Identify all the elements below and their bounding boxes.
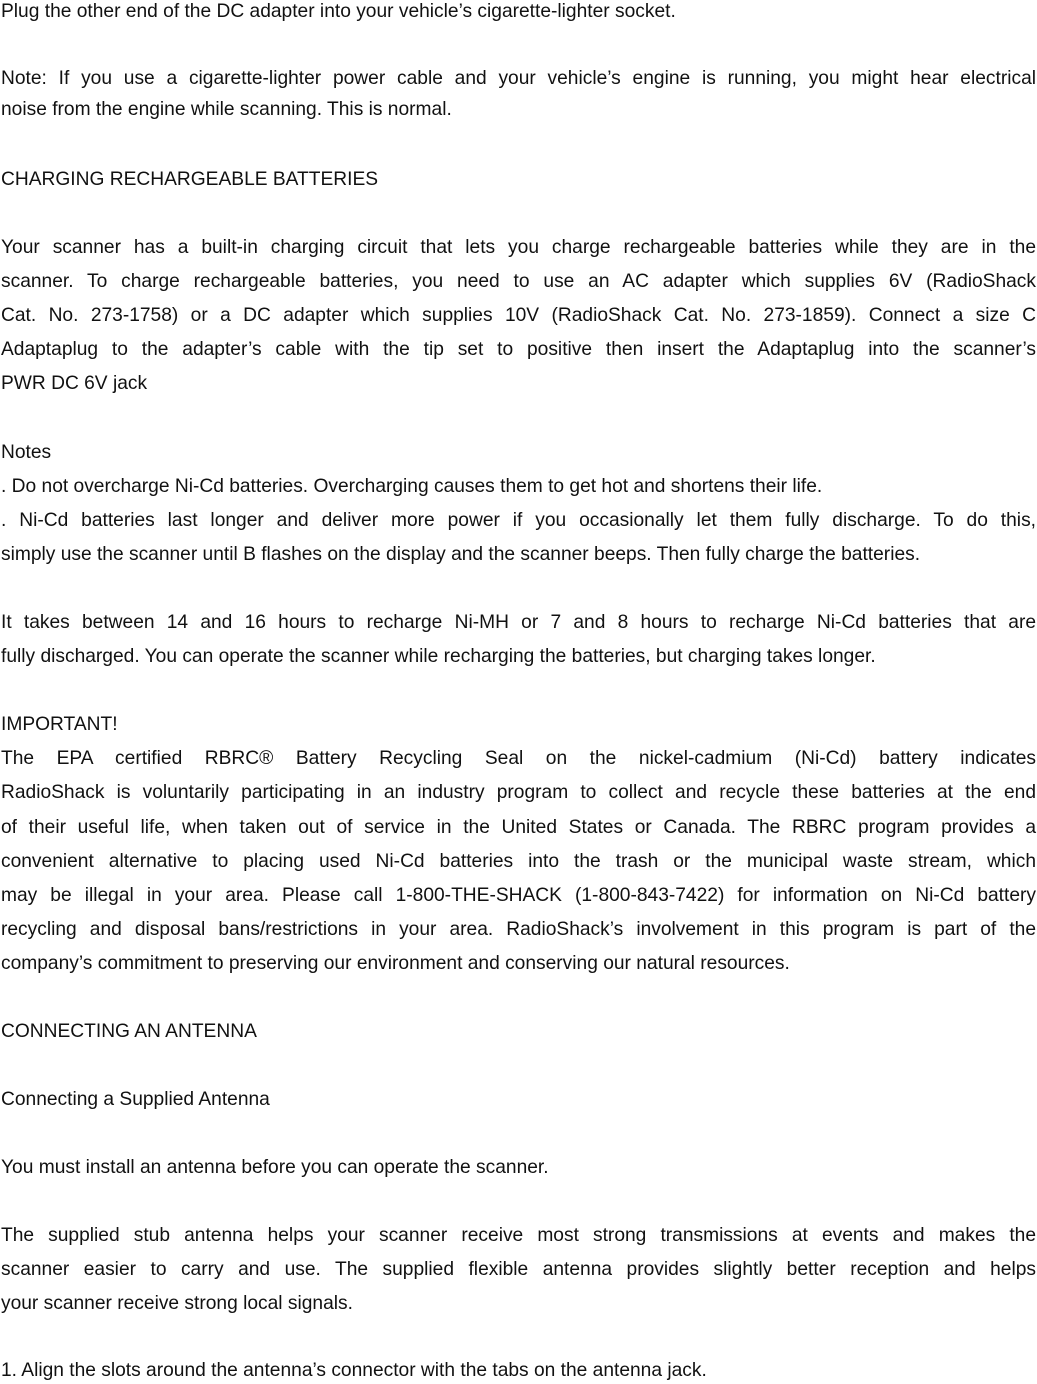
text-line: may be illegal in your area. Please call 1-800-THE-SHACK (1-800-843-7422) for information on Ni-Cd battery [1,885,1036,906]
text-line: Cat. No. 273-1758) or a DC adapter which supplies 10V (RadioShack Cat. No. 273-1859). Connect a size C [1,305,1036,326]
subsection-heading: Connecting a Supplied Antenna [1,1089,270,1110]
step-item: 1. Align the slots around the antenna’s connector with the tabs on the antenna jack. [1,1360,707,1381]
text-line: of their useful life, when taken out of service in the United States or Canada. The RBRC program provides a [1,817,1036,838]
text-line: your scanner receive strong local signals. [1,1293,353,1314]
text-line: Note: If you use a cigarette-lighter power cable and your vehicle’s engine is running, you might hear electrical [1,68,1036,89]
text-line: The EPA certified RBRC® Battery Recycling Seal on the nickel-cadmium (Ni-Cd) battery indicates [1,748,1036,769]
text-line: noise from the engine while scanning. This is normal. [1,99,452,120]
text-line: Your scanner has a built-in charging circuit that lets you charge rechargeable batteries while they are in the [1,237,1036,258]
text-line: fully discharged. You can operate the scanner while recharging the batteries, but charging takes longer. [1,646,876,667]
text-line: RadioShack is voluntarily participating in an industry program to collect and recycle these batteries at the end [1,782,1036,803]
text-line: recycling and disposal bans/restrictions in your area. RadioShack’s involvement in this program is part of the [1,919,1036,940]
notes-heading: Notes [1,442,52,463]
important-heading: IMPORTANT! [1,714,118,735]
text-line: You must install an antenna before you can operate the scanner. [1,1157,549,1178]
note-item: . Ni-Cd batteries last longer and deliver more power if you occasionally let them fully discharge. To do this, [1,510,1036,531]
text-line: It takes between 14 and 16 hours to recharge Ni-MH or 7 and 8 hours to recharge Ni-Cd batteries that are [1,612,1036,633]
text-line: scanner. To charge rechargeable batteries, you need to use an AC adapter which supplies 6V (RadioShack [1,271,1036,292]
text-line: company’s commitment to preserving our environment and conserving our natural resources. [1,953,790,974]
text-line: Plug the other end of the DC adapter into your vehicle’s cigarette-lighter socket. [1,1,676,22]
text-line: PWR DC 6V jack [1,373,148,394]
section-heading: CHARGING RECHARGEABLE BATTERIES [1,169,379,190]
text-line: Adaptaplug to the adapter’s cable with the tip set to positive then insert the Adaptaplug into the scanner’s [1,339,1036,360]
text-line: scanner easier to carry and use. The supplied flexible antenna provides slightly better reception and helps [1,1259,1036,1280]
text-line: The supplied stub antenna helps your scanner receive most strong transmissions at events and makes the [1,1225,1036,1246]
text-line: convenient alternative to placing used Ni-Cd batteries into the trash or the municipal waste stream, which [1,851,1036,872]
text-line: simply use the scanner until B flashes on the display and the scanner beeps. Then fully charge the batteries. [1,544,921,565]
section-heading: CONNECTING AN ANTENNA [1,1021,257,1042]
note-item: . Do not overcharge Ni-Cd batteries. Overcharging causes them to get hot and shortens their life. [1,476,823,497]
